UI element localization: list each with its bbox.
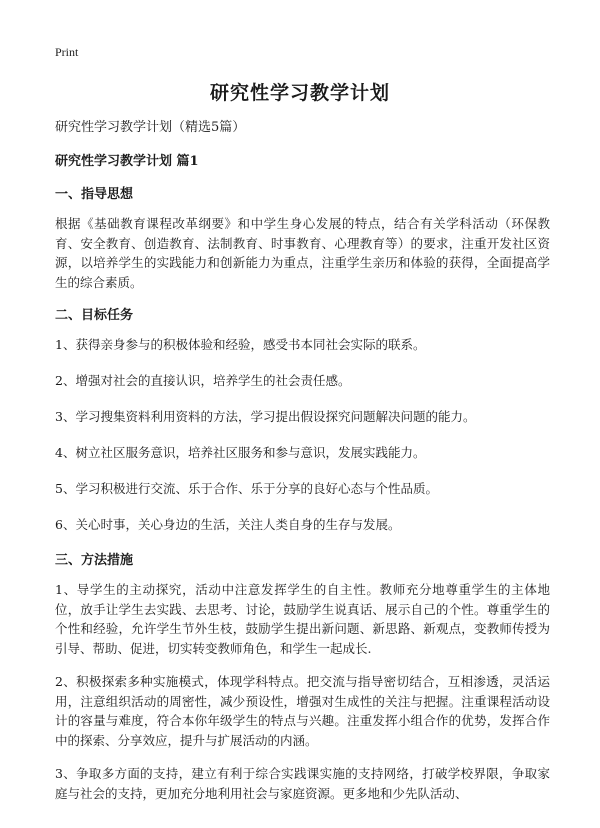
list-item: 2、增强对社会的直接认识，培养学生的社会责任感。 <box>55 373 351 388</box>
section-heading: 一、指导思想 <box>55 187 134 202</box>
section-goals <box>55 306 550 534</box>
document-body <box>55 118 550 817</box>
list-item: 5、学习积极进行交流、乐于合作、乐于分享的良好心态与个性品质。 <box>55 481 438 496</box>
print-link[interactable]: Print <box>55 45 79 59</box>
document-title: 研究性学习教学计划 <box>209 82 390 104</box>
list-item: 6、关心时事，关心身边的生活，关注人类自身的生存与发展。 <box>55 517 401 532</box>
list-item: 3、学习搜集资料利用资料的方法，学习提出假设探究问题解决问题的能力。 <box>55 409 476 424</box>
document-subtitle: 研究性学习教学计划（精选5篇） <box>55 120 246 135</box>
list-item: 4、树立社区服务意识，培养社区服务和参与意识，发展实践能力。 <box>55 445 426 460</box>
paragraph: 3、争取多方面的支持，建立有利于综合实践课实施的支持网络，打破学校界限，争取家庭与社会的支持，更加充分地利用社会与家庭资源。更多地和少先队活动、 <box>55 766 550 801</box>
paragraph: 1、导学生的主动探究，活动中注意发挥学生的自主性。教师充分地尊重学生的主体地位，放手让学生去实践、去思考、讨论，鼓励学生说真话、展示自己的个性。尊重学生的个性和经验，允许学生节外生枝，鼓励学生提出新问题、新思路、新观点，变教师传授为引导、帮助、促进，切实转变教师角色，和学生一起成长. <box>55 582 550 656</box>
section-guiding-ideology <box>55 185 550 292</box>
section-methods <box>55 551 550 803</box>
paragraph: 根据《基础教育课程改革纲要》和中学生身心发展的特点，结合有关学科活动（环保教育、安全教育、创造教育、法制教育、时事教育、心理教育等）的要求，注重开发社区资源，以培养学生的实践能力和创新能力为重点，注重学生亲历和体验的获得，全面提高学生的综合素质。 <box>55 216 550 290</box>
paragraph: 2、积极探索多种实施模式，体现学科特点。把交流与指导密切结合，互相渗透，灵活运用，注意组织活动的周密性，减少预设性，增强对生成性的关注与把握。注重课程活动设计的容量与难度，符合本你年级学生的特点与兴趣。注重发挥小组合作的优势，发挥合作中的探索、分享效应，提升与扩展活动的内涵。 <box>55 674 550 748</box>
section-heading: 三、方法措施 <box>55 553 134 568</box>
list-item: 1、获得亲身参与的积极体验和经验，感受书本同社会实际的联系。 <box>55 337 426 352</box>
article-heading: 研究性学习教学计划 篇1 <box>55 154 199 169</box>
section-heading: 二、目标任务 <box>55 308 134 323</box>
